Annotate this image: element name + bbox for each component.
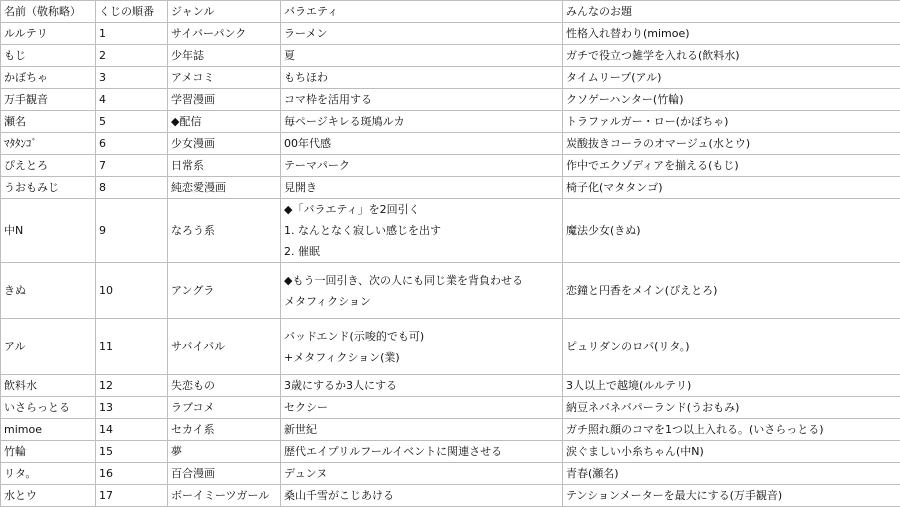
cell-genre[interactable]: アメコミ <box>168 67 281 89</box>
cell-theme[interactable]: ガチで役立つ雑学を入れる(飲料水) <box>563 45 900 67</box>
cell-variety[interactable] <box>281 375 563 397</box>
table-row <box>1 111 900 133</box>
variety-line: 毎ページキレる斑鳩ルカ <box>284 114 559 129</box>
cell-name[interactable]: もじ <box>1 45 96 67</box>
variety-line: デュンヌ <box>284 466 559 481</box>
cell-order[interactable]: 13 <box>96 397 168 419</box>
variety-line: 見開き <box>284 180 559 195</box>
table-row <box>1 177 900 199</box>
cell-variety[interactable] <box>281 67 563 89</box>
variety-line: 夏 <box>284 48 559 63</box>
cell-genre[interactable]: 夢 <box>168 441 281 463</box>
table-row <box>1 319 900 375</box>
cell-order[interactable]: 1 <box>96 23 168 45</box>
cell-theme[interactable]: 納豆ネバネバパーランド(うおもみ) <box>563 397 900 419</box>
cell-genre[interactable]: 日常系 <box>168 155 281 177</box>
cell-theme[interactable]: 魔法少女(きぬ) <box>563 199 900 263</box>
cell-order[interactable]: 12 <box>96 375 168 397</box>
table-row <box>1 45 900 67</box>
cell-name[interactable]: きぬ <box>1 263 96 319</box>
cell-name[interactable]: ﾏﾀﾀﾝｺﾞ <box>1 133 96 155</box>
cell-order[interactable]: 10 <box>96 263 168 319</box>
cell-theme[interactable]: 涙ぐましい小糸ちゃん(中N) <box>563 441 900 463</box>
cell-variety[interactable] <box>281 89 563 111</box>
cell-variety[interactable] <box>281 397 563 419</box>
table-row <box>1 463 900 485</box>
cell-name[interactable]: かぼちゃ <box>1 67 96 89</box>
cell-theme[interactable]: ピュリダンのロバ(リタ。) <box>563 319 900 375</box>
cell-order[interactable]: 17 <box>96 485 168 507</box>
cell-genre[interactable]: 少年誌 <box>168 45 281 67</box>
cell-order[interactable]: 15 <box>96 441 168 463</box>
variety-line: 2. 催眠 <box>284 241 559 262</box>
cell-order[interactable]: 16 <box>96 463 168 485</box>
table-row <box>1 485 900 507</box>
cell-order[interactable]: 3 <box>96 67 168 89</box>
cell-genre[interactable]: なろう系 <box>168 199 281 263</box>
variety-line: もちほわ <box>284 70 559 85</box>
cell-genre[interactable]: アングラ <box>168 263 281 319</box>
cell-name[interactable]: mimoe <box>1 419 96 441</box>
cell-variety[interactable] <box>281 133 563 155</box>
cell-variety[interactable] <box>281 319 563 375</box>
cell-theme[interactable]: テンションメーターを最大にする(万手観音) <box>563 485 900 507</box>
variety-line: 00年代感 <box>284 136 559 151</box>
variety-line: ラーメン <box>284 26 559 41</box>
cell-theme[interactable]: タイムリープ(アル) <box>563 67 900 89</box>
cell-name[interactable]: ルルテリ <box>1 23 96 45</box>
variety-line: メタフィクション <box>284 291 559 312</box>
cell-name[interactable]: 水とウ <box>1 485 96 507</box>
cell-order[interactable]: 7 <box>96 155 168 177</box>
table-row <box>1 89 900 111</box>
cell-variety[interactable] <box>281 111 563 133</box>
variety-line: セクシー <box>284 400 559 415</box>
cell-theme[interactable]: 性格入れ替わり(mimoe) <box>563 23 900 45</box>
variety-line: ◆もう一回引き、次の人にも同じ業を背負わせる <box>284 270 559 291</box>
table-row <box>1 133 900 155</box>
cell-name[interactable]: うおもみじ <box>1 177 96 199</box>
cell-genre[interactable]: 失恋もの <box>168 375 281 397</box>
cell-order[interactable]: 4 <box>96 89 168 111</box>
header-name[interactable]: 名前（敬称略） <box>1 1 96 23</box>
cell-genre[interactable]: サイバーパンク <box>168 23 281 45</box>
table-row <box>1 67 900 89</box>
cell-order[interactable]: 2 <box>96 45 168 67</box>
header-order[interactable]: くじの順番 <box>96 1 168 23</box>
cell-theme[interactable]: 作中でエクゾディアを揃える(もじ) <box>563 155 900 177</box>
table-row <box>1 199 900 263</box>
variety-line: コマ枠を活用する <box>284 92 559 107</box>
cell-theme[interactable]: 恋鐘と円香をメイン(ぴえとろ) <box>563 263 900 319</box>
cell-theme[interactable]: 炭酸抜きコーラのオマージュ(水とウ) <box>563 133 900 155</box>
cell-theme[interactable]: 3人以上で越境(ルルテリ) <box>563 375 900 397</box>
table-row <box>1 23 900 45</box>
cell-name[interactable]: 飲料水 <box>1 375 96 397</box>
cell-variety[interactable] <box>281 23 563 45</box>
cell-name[interactable]: いさらっとる <box>1 397 96 419</box>
cell-theme[interactable]: 青春(瀬名) <box>563 463 900 485</box>
cell-variety[interactable] <box>281 177 563 199</box>
cell-variety[interactable] <box>281 155 563 177</box>
cell-genre[interactable]: サバイバル <box>168 319 281 375</box>
cell-theme[interactable]: ガチ照れ顔のコマを1つ以上入れる。(いさらっとる) <box>563 419 900 441</box>
variety-line: 3歳にするか3人にする <box>284 378 559 393</box>
cell-name[interactable]: 中N <box>1 199 96 263</box>
cell-variety[interactable] <box>281 263 563 319</box>
table-row <box>1 441 900 463</box>
table-row <box>1 397 900 419</box>
cell-order[interactable]: 8 <box>96 177 168 199</box>
cell-genre[interactable]: ボーイミーツガール <box>168 485 281 507</box>
cell-order[interactable]: 11 <box>96 319 168 375</box>
cell-name[interactable]: アル <box>1 319 96 375</box>
cell-variety[interactable] <box>281 419 563 441</box>
header-theme[interactable]: みんなのお題 <box>563 1 900 23</box>
cell-name[interactable]: 瀬名 <box>1 111 96 133</box>
cell-theme[interactable]: 椅子化(マタタンゴ) <box>563 177 900 199</box>
cell-genre[interactable]: 少女漫画 <box>168 133 281 155</box>
header-row <box>1 1 900 23</box>
cell-name[interactable]: 竹輪 <box>1 441 96 463</box>
cell-genre[interactable]: ラブコメ <box>168 397 281 419</box>
variety-line: 新世紀 <box>284 422 559 437</box>
cell-genre[interactable]: 百合漫画 <box>168 463 281 485</box>
cell-order[interactable]: 5 <box>96 111 168 133</box>
header-variety[interactable]: バラエティ <box>281 1 563 23</box>
variety-line: テーマパーク <box>284 158 559 173</box>
cell-genre[interactable]: 純恋愛漫画 <box>168 177 281 199</box>
cell-genre[interactable]: ◆配信 <box>168 111 281 133</box>
cell-variety[interactable] <box>281 485 563 507</box>
cell-name[interactable]: 万手観音 <box>1 89 96 111</box>
table-row <box>1 155 900 177</box>
cell-variety[interactable] <box>281 199 563 263</box>
cell-genre[interactable]: 学習漫画 <box>168 89 281 111</box>
cell-variety[interactable] <box>281 463 563 485</box>
cell-order[interactable]: 14 <box>96 419 168 441</box>
variety-line: バッドエンド(示唆的でも可) <box>284 326 559 347</box>
variety-line: 歴代エイプリルフールイベントに関連させる <box>284 444 559 459</box>
cell-variety[interactable] <box>281 45 563 67</box>
cell-order[interactable]: 6 <box>96 133 168 155</box>
cell-name[interactable]: ぴえとろ <box>1 155 96 177</box>
table-body <box>1 23 900 507</box>
table-row <box>1 419 900 441</box>
variety-line: 1. なんとなく寂しい感じを出す <box>284 220 559 241</box>
cell-theme[interactable]: クソゲーハンター(竹輪) <box>563 89 900 111</box>
cell-genre[interactable]: セカイ系 <box>168 419 281 441</box>
header-genre[interactable]: ジャンル <box>168 1 281 23</box>
variety-line: ◆「バラエティ」を2回引く <box>284 199 559 220</box>
cell-theme[interactable]: トラファルガー・ロー(かぼちゃ) <box>563 111 900 133</box>
variety-line: 桑山千雪がこじあける <box>284 488 559 503</box>
cell-order[interactable]: 9 <box>96 199 168 263</box>
table-row <box>1 375 900 397</box>
table-row <box>1 263 900 319</box>
cell-variety[interactable] <box>281 441 563 463</box>
cell-name[interactable]: リタ。 <box>1 463 96 485</box>
variety-line: +メタフィクション(業) <box>284 347 559 368</box>
